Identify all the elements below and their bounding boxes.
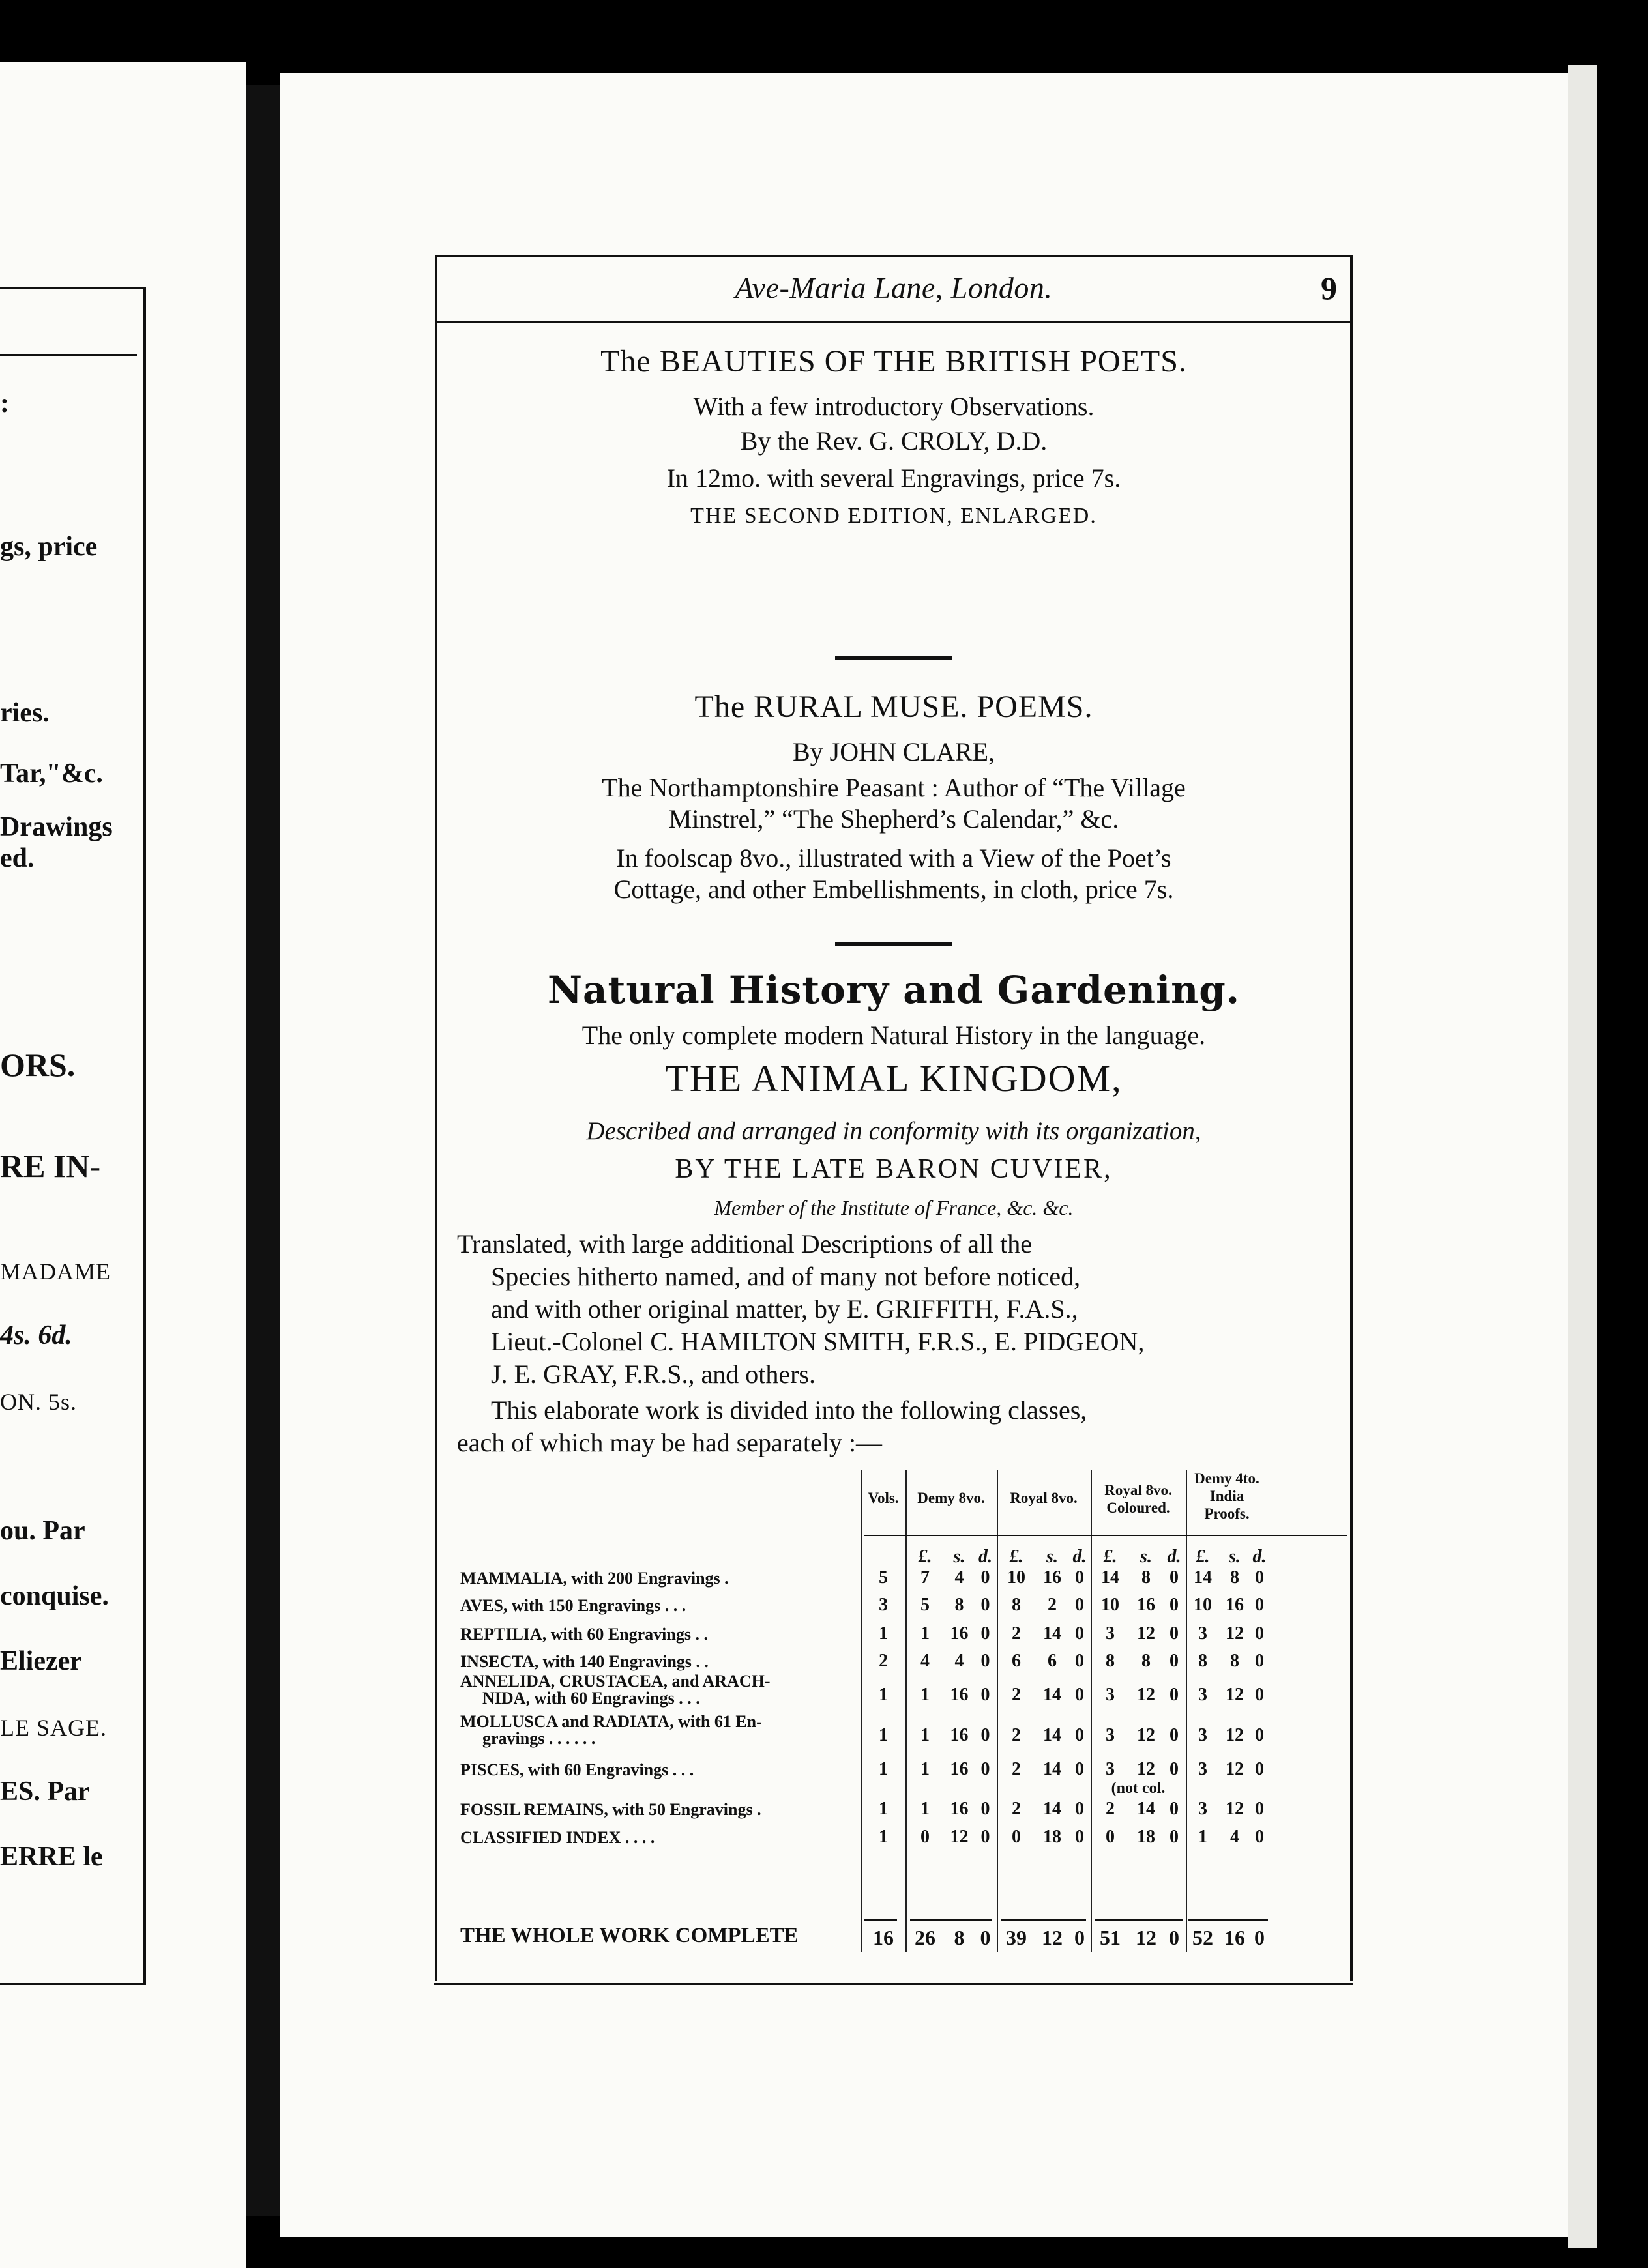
price-pounds: 0: [920, 1827, 930, 1847]
price-shillings: 12: [1137, 1623, 1155, 1644]
table-column-rule: [905, 1470, 907, 1952]
row-vols: 1: [879, 1759, 888, 1779]
price-pounds: 8: [1012, 1595, 1021, 1615]
price-pence: 0: [1255, 1799, 1264, 1819]
price-pounds: 10: [1194, 1595, 1212, 1615]
total-vols: 16: [873, 1926, 894, 1949]
table-total-row: [437, 1926, 1350, 1952]
table-header-rule: [864, 1535, 1347, 1536]
ad-edition-note: THE SECOND EDITION, ENLARGED.: [690, 504, 1097, 528]
price-pence: 0: [980, 1759, 990, 1779]
currency-unit-label: d.: [1072, 1547, 1087, 1567]
price-shillings: 14: [1043, 1685, 1061, 1705]
header-text: Royal 8vo.: [1104, 1482, 1172, 1498]
running-head: Ave-Maria Lane, London.: [735, 271, 1053, 304]
total-shillings: 8: [954, 1926, 965, 1949]
price-pounds: 14: [1194, 1567, 1212, 1588]
price-pounds: 8: [1198, 1651, 1207, 1671]
price-pence: 0: [1255, 1567, 1264, 1588]
section-divider: [835, 942, 952, 946]
price-pence: 0: [980, 1685, 990, 1705]
left-fragment: Drawings: [0, 812, 113, 842]
left-fragment: ries.: [0, 698, 50, 728]
price-shillings: 14: [1043, 1725, 1061, 1745]
ad-byline-cuvier: BY THE LATE BARON CUVIER,: [675, 1154, 1113, 1184]
price-pounds: 1: [920, 1685, 930, 1705]
row-class-line: NIDA, with 60 Engravings . . .: [482, 1689, 700, 1708]
price-shillings: 18: [1043, 1827, 1061, 1847]
price-shillings: 8: [1230, 1567, 1239, 1588]
price-shillings: 16: [950, 1725, 969, 1745]
total-label: THE WHOLE WORK COMPLETE: [460, 1924, 799, 1947]
ad-paragraph-line: J. E. GRAY, F.R.S., and others.: [491, 1359, 816, 1389]
price-pounds: 3: [1106, 1623, 1115, 1644]
table-row: [437, 1595, 1350, 1621]
price-pounds: 3: [1198, 1623, 1207, 1644]
row-class-name: [460, 1597, 686, 1614]
table-row: [437, 1827, 1350, 1853]
price-shillings: 18: [1137, 1827, 1155, 1847]
currency-unit-label: £.: [1196, 1547, 1210, 1567]
price-shillings: 6: [1048, 1651, 1057, 1671]
price-shillings: 16: [950, 1623, 969, 1644]
price-pence: 0: [1170, 1799, 1179, 1819]
row-vols: 1: [879, 1799, 888, 1819]
currency-unit-label: d.: [1167, 1547, 1181, 1567]
ad-line: Cottage, and other Embellishments, in cloth, price 7s.: [613, 875, 1174, 904]
currency-unit-label: d.: [1252, 1547, 1267, 1567]
price-pounds: 7: [920, 1567, 930, 1588]
header-vols: Vols.: [868, 1490, 899, 1506]
price-shillings: 12: [1137, 1759, 1155, 1779]
total-pence: 0: [1074, 1926, 1085, 1949]
row-class-line: FOSSIL REMAINS, with 50 Engravings .: [460, 1800, 761, 1819]
price-shillings: 8: [1141, 1651, 1151, 1671]
right-page: [280, 73, 1568, 2237]
table-column-rule: [997, 1470, 998, 1952]
row-class-name: [460, 1570, 729, 1587]
currency-unit-label: s.: [1046, 1547, 1058, 1567]
price-pounds: 4: [920, 1651, 930, 1671]
row-vols: 1: [879, 1685, 888, 1705]
ad-line: In 12mo. with several Engravings, price 7s.: [666, 463, 1121, 493]
price-shillings: 16: [1226, 1595, 1244, 1615]
currency-unit-label: £.: [1103, 1547, 1117, 1567]
price-pence: 0: [980, 1651, 990, 1671]
row-class-name: [460, 1762, 694, 1779]
table-row: [437, 1567, 1350, 1593]
price-pounds: 2: [1012, 1759, 1021, 1779]
header-text: Demy 4to.: [1194, 1470, 1259, 1487]
left-fragment: Tar,"&c.: [0, 759, 103, 789]
price-pence: 0: [1075, 1725, 1084, 1745]
row-class-name: [460, 1713, 762, 1747]
header-demy-8vo: Demy 8vo.: [917, 1490, 985, 1506]
price-table: [437, 1470, 1350, 1955]
ad-line: With a few introductory Observations.: [693, 392, 1095, 421]
row-vols: 3: [879, 1595, 888, 1615]
total-rule: [1001, 1919, 1086, 1921]
left-fragment: ON. 5s.: [0, 1389, 78, 1415]
price-shillings: 12: [1226, 1725, 1244, 1745]
price-shillings: 12: [1226, 1799, 1244, 1819]
left-fragment: 4s. 6d.: [0, 1320, 72, 1350]
total-pence: 0: [1254, 1926, 1265, 1949]
price-pounds: 2: [1012, 1725, 1021, 1745]
price-pounds: 10: [1007, 1567, 1025, 1588]
price-pounds: 6: [1012, 1651, 1021, 1671]
price-pence: 0: [1075, 1595, 1084, 1615]
price-shillings: 8: [954, 1595, 964, 1615]
price-pounds: 2: [1106, 1799, 1115, 1819]
row-class-line: gravings . . . . . .: [482, 1729, 596, 1748]
left-fragment: RE IN-: [0, 1148, 101, 1184]
row-class-line: PISCES, with 60 Engravings . . .: [460, 1760, 694, 1779]
price-pence: 0: [1075, 1623, 1084, 1644]
price-pence: 0: [1170, 1623, 1179, 1644]
header-royal-8vo-coloured: [1091, 1481, 1186, 1517]
row-class-line: ANNELIDA, CRUSTACEA, and ARACH-: [460, 1672, 771, 1691]
table-column-rule: [1091, 1470, 1092, 1952]
ad-paragraph-line: and with other original matter, by E. GRIFFITH, F.A.S.,: [491, 1294, 1078, 1324]
price-pounds: 3: [1198, 1759, 1207, 1779]
left-fragment: ES. Par: [0, 1777, 90, 1807]
row-class-line: INSECTA, with 140 Engravings . .: [460, 1652, 709, 1671]
price-pence: 0: [980, 1725, 990, 1745]
price-pence: 0: [1075, 1651, 1084, 1671]
price-pounds: 3: [1198, 1685, 1207, 1705]
row-class-line: REPTILIA, with 60 Engravings . .: [460, 1625, 708, 1644]
price-shillings: 14: [1043, 1623, 1061, 1644]
left-fragment: conquise.: [0, 1581, 109, 1611]
price-pounds: 10: [1101, 1595, 1119, 1615]
ad-credential: Member of the Institute of France, &c. &c.: [714, 1196, 1074, 1219]
ad-tagline: The only complete modern Natural History in the language.: [581, 1021, 1206, 1050]
price-pounds: 2: [1012, 1685, 1021, 1705]
ad-line: The Northamptonshire Peasant : Author of “The Village: [602, 773, 1186, 802]
currency-unit-label: £.: [918, 1547, 932, 1567]
row-vols: 1: [879, 1623, 888, 1644]
section-heading-natural-history: Natural History and Gardening.: [547, 968, 1241, 1012]
left-page-rule: [0, 354, 137, 356]
price-pence: 0: [1255, 1651, 1264, 1671]
total-shillings: 12: [1042, 1926, 1063, 1949]
price-pence: 0: [1255, 1623, 1264, 1644]
total-rule: [864, 1919, 897, 1921]
ad-title-beauties: The BEAUTIES OF THE BRITISH POETS.: [600, 344, 1187, 379]
ad-line: Minstrel,” “The Shepherd’s Calendar,” &c.: [668, 804, 1119, 834]
row-class-line: CLASSIFIED INDEX . . . .: [460, 1828, 655, 1847]
price-pence: 0: [1075, 1799, 1084, 1819]
row-class-line: MAMMALIA, with 200 Engravings .: [460, 1569, 729, 1588]
left-fragment: gs, price: [0, 532, 98, 562]
table-column-rule: [861, 1470, 862, 1952]
price-shillings: 12: [1137, 1685, 1155, 1705]
page-header: [437, 257, 1350, 323]
price-shillings: 12: [1226, 1685, 1244, 1705]
row-class-line: AVES, with 150 Engravings . . .: [460, 1596, 686, 1615]
page-number: 9: [1321, 270, 1337, 306]
price-pence: 0: [1075, 1759, 1084, 1779]
left-fragment: ERRE le: [0, 1842, 103, 1872]
price-pounds: 2: [1012, 1623, 1021, 1644]
price-shillings: 16: [1137, 1595, 1155, 1615]
table-row: [437, 1799, 1350, 1825]
row-vols: 1: [879, 1725, 888, 1745]
header-text: Proofs.: [1204, 1505, 1250, 1522]
price-pounds: 8: [1106, 1651, 1115, 1671]
left-page: [0, 62, 246, 2268]
price-shillings: 4: [954, 1651, 964, 1671]
section-divider: [835, 656, 952, 660]
price-pence: 0: [1170, 1685, 1179, 1705]
price-pence: 0: [1170, 1827, 1179, 1847]
price-pence: 0: [980, 1567, 990, 1588]
left-fragment: ORS.: [0, 1047, 76, 1083]
price-shillings: 8: [1141, 1567, 1151, 1588]
table-row: [437, 1759, 1350, 1797]
currency-unit-label: d.: [978, 1547, 992, 1567]
price-pence: 0: [1075, 1567, 1084, 1588]
price-shillings: 12: [950, 1827, 969, 1847]
total-pounds: 51: [1100, 1926, 1121, 1949]
block-bottom-rule: [434, 1983, 1353, 1985]
price-pence: 0: [980, 1595, 990, 1615]
price-pence: 0: [980, 1827, 990, 1847]
price-pence: 0: [1255, 1685, 1264, 1705]
price-pounds: 1: [920, 1759, 930, 1779]
ad-paragraph-line: Lieut.-Colonel C. HAMILTON SMITH, F.R.S., E. PIDGEON,: [491, 1327, 1145, 1356]
left-fragment: LE SAGE.: [0, 1715, 107, 1741]
ad-paragraph-line: each of which may be had separately :—: [457, 1428, 882, 1457]
price-pounds: 0: [1012, 1827, 1021, 1847]
total-pence: 0: [980, 1926, 991, 1949]
price-pence: 0: [1255, 1827, 1264, 1847]
price-pounds: 3: [1106, 1685, 1115, 1705]
price-pence: 0: [1170, 1595, 1179, 1615]
currency-unit-label: s.: [953, 1547, 965, 1567]
price-pounds: 2: [1012, 1799, 1021, 1819]
price-shillings: 16: [950, 1799, 969, 1819]
total-rule: [1095, 1919, 1183, 1921]
ad-subtitle: Described and arranged in conformity with its organization,: [586, 1117, 1201, 1145]
price-pounds: 0: [1106, 1827, 1115, 1847]
price-pence: 0: [980, 1799, 990, 1819]
header-royal-8vo: Royal 8vo.: [1010, 1490, 1078, 1506]
price-shillings: 12: [1226, 1623, 1244, 1644]
header-text: India: [1209, 1488, 1244, 1504]
page-edge: [1568, 65, 1597, 2248]
price-shillings: 12: [1137, 1725, 1155, 1745]
total-pounds: 52: [1192, 1926, 1213, 1949]
price-shillings: 4: [954, 1567, 964, 1588]
book-gutter: [246, 85, 280, 2216]
ad-paragraph-line: Species hitherto named, and of many not before noticed,: [491, 1262, 1081, 1291]
ad-title-animal-kingdom: THE ANIMAL KINGDOM,: [665, 1057, 1123, 1099]
total-rule: [1188, 1919, 1268, 1921]
row-class-name: [460, 1673, 771, 1707]
ad-paragraph-line: This elaborate work is divided into the following classes,: [491, 1395, 1087, 1425]
header-text: Coloured.: [1106, 1500, 1170, 1516]
table-row: [437, 1623, 1350, 1650]
advertisement-block: [435, 255, 1353, 1981]
ad-paragraph-line: Translated, with large additional Descriptions of all the: [457, 1229, 1033, 1258]
row-class-name: [460, 1801, 761, 1818]
row-vols: 2: [879, 1651, 888, 1671]
ad-title-rural-muse: The RURAL MUSE. POEMS.: [694, 690, 1093, 724]
ad-byline: By JOHN CLARE,: [792, 737, 995, 766]
row-vols: 1: [879, 1827, 888, 1847]
ad-line: By the Rev. G. CROLY, D.D.: [740, 426, 1048, 456]
left-fragment: ou. Par: [0, 1516, 85, 1546]
price-shillings: 16: [950, 1759, 969, 1779]
row-class-line: MOLLUSCA and RADIATA, with 61 En-: [460, 1712, 762, 1731]
price-pence: 0: [1170, 1651, 1179, 1671]
ad-line: In foolscap 8vo., illustrated with a View of the Poet’s: [616, 843, 1171, 873]
price-pence: 0: [980, 1623, 990, 1644]
price-shillings: 16: [1043, 1567, 1061, 1588]
row-class-name: [460, 1653, 709, 1670]
left-fragment: ed.: [0, 843, 35, 873]
price-pounds: 1: [920, 1799, 930, 1819]
price-pence: 0: [1255, 1759, 1264, 1779]
total-pence: 0: [1169, 1926, 1179, 1949]
price-shillings: 4: [1230, 1827, 1239, 1847]
header-demy-4to-india: [1186, 1470, 1268, 1522]
currency-unit-label: s.: [1229, 1547, 1241, 1567]
price-pence: 0: [1255, 1595, 1264, 1615]
price-pounds: 14: [1101, 1567, 1119, 1588]
price-shillings: 2: [1048, 1595, 1057, 1615]
price-pounds: 3: [1198, 1799, 1207, 1819]
price-pence: 0: [1170, 1725, 1179, 1745]
coloured-note: (not col.: [1111, 1780, 1166, 1797]
price-shillings: 14: [1043, 1759, 1061, 1779]
price-pounds: 5: [920, 1595, 930, 1615]
left-fragment: :: [0, 388, 9, 418]
price-pence: 0: [1075, 1685, 1084, 1705]
total-pounds: 39: [1006, 1926, 1027, 1949]
price-shillings: 12: [1226, 1759, 1244, 1779]
price-pounds: 1: [1198, 1827, 1207, 1847]
price-pounds: 3: [1106, 1725, 1115, 1745]
price-pounds: 1: [920, 1623, 930, 1644]
price-pounds: 3: [1106, 1759, 1115, 1779]
total-shillings: 16: [1224, 1926, 1245, 1949]
price-pence: 0: [1170, 1567, 1179, 1588]
price-shillings: 14: [1137, 1799, 1155, 1819]
price-shillings: 16: [950, 1685, 969, 1705]
table-column-rule: [1186, 1470, 1187, 1952]
currency-unit-label: s.: [1140, 1547, 1152, 1567]
total-shillings: 12: [1136, 1926, 1156, 1949]
price-pounds: 1: [920, 1725, 930, 1745]
price-pounds: 3: [1198, 1725, 1207, 1745]
row-class-name: [460, 1626, 708, 1643]
table-row: [437, 1672, 1350, 1711]
currency-unit-label: £.: [1009, 1547, 1023, 1567]
left-fragment: Eliezer: [0, 1646, 82, 1676]
row-class-name: [460, 1829, 655, 1846]
left-fragment: MADAME: [0, 1258, 111, 1285]
table-row: [437, 1712, 1350, 1751]
price-pence: 0: [1255, 1725, 1264, 1745]
price-pence: 0: [1170, 1759, 1179, 1779]
price-pence: 0: [1075, 1827, 1084, 1847]
total-rule: [910, 1919, 992, 1921]
price-shillings: 14: [1043, 1799, 1061, 1819]
row-vols: 5: [879, 1567, 888, 1588]
price-shillings: 8: [1230, 1651, 1239, 1671]
total-pounds: 26: [915, 1926, 935, 1949]
